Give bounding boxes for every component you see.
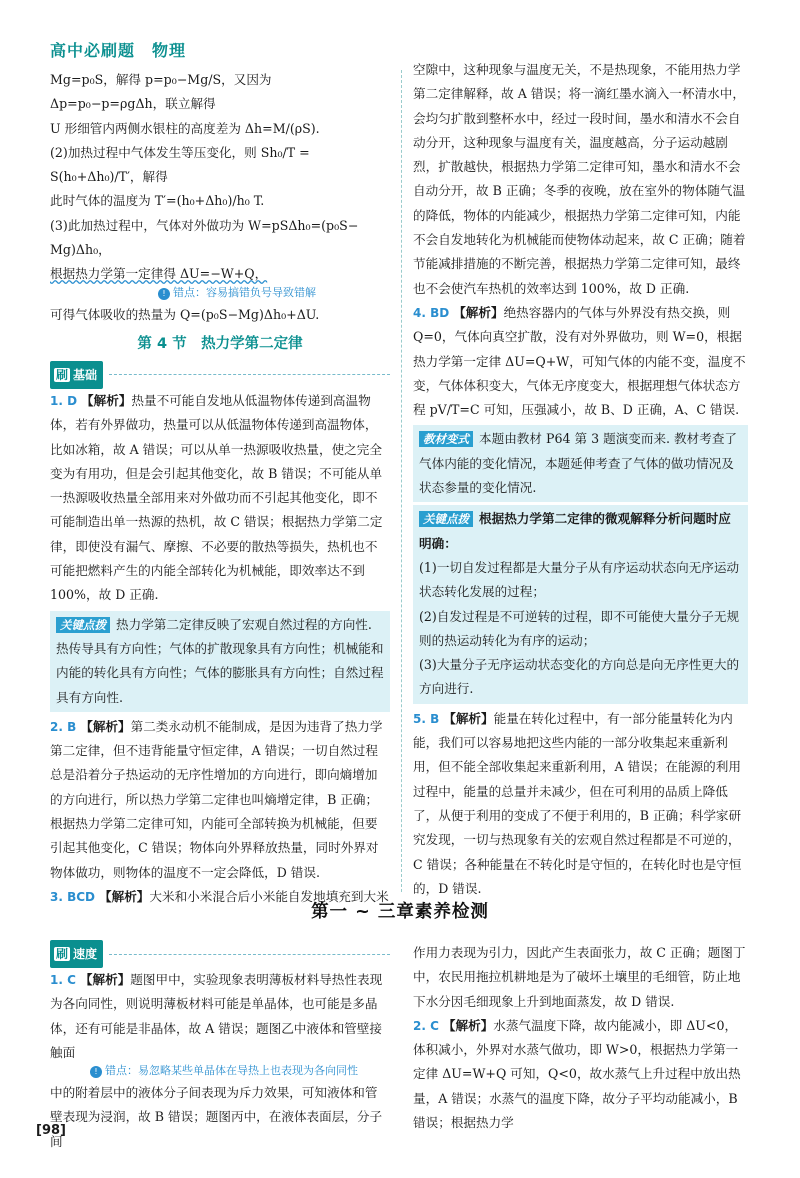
box-head: 根据热力学第二定律的微观解释分析问题时应明确： xyxy=(419,511,731,551)
key-tip-box xyxy=(50,611,390,712)
chapter-title: 第一 ~ 三章素养检测 xyxy=(311,902,489,922)
page-number: [98] xyxy=(36,1123,66,1138)
box-item: (3)大量分子无序运动状态变化的方向总是向无序性更大的方向进行. xyxy=(419,657,740,697)
section-band xyxy=(50,363,390,387)
text-line xyxy=(50,262,390,286)
question-4: 4. BD 【解析】绝热容器内的气体与外界没有热交换，则 Q=0，气体向真空扩散，没有对外界做功，则 W=0，根据热力学第一定律 ΔU=Q+W，可知气体的内能不变，温度不变，气体体积变大，气体无序度变大，根据理想气体状态方程 pV/T=C 可知，压强减小，故 B、D 正确，A、C 错误. xyxy=(413,304,746,418)
question-1: 1. D 【解析】热量不可能自发地从低温物体传递到高温物体，若有外界做功，热量可以从低温物体传递到高温物体，比如冰箱，故 A 错误；可以从单一热源吸收热量，使之完全变为有用功，但是会引起其他变化，故 B 错误；不可能从单一热源吸收热量全部用来对外做功而不引起其他变化，即不可能制造出单一热源的热机，故 C 错误；根据热力学第二定律，即使没有漏气、摩擦、不必要的散热等损失，热机也不可能把燃料产生的内能全部转化为机械能，即效率达不到 100%，故 D 正确. xyxy=(50,392,383,603)
question-2: 2. C 【解析】水蒸气温度下降，故内能减小，即 ΔU<0，体积减小，外界对水蒸气做功，即 W>0，根据热力学第一定律 ΔU=W+Q 可知，Q<0，故水蒸气上升过程中放出热量，A 错误；水蒸气的温度下降，故分子平均动能减小，B 错误；根据热力学 xyxy=(413,1017,741,1131)
text-line: 可得气体吸收的热量为 Q=(p₀S−Mg)Δh₀+ΔU. xyxy=(50,306,320,322)
band-rule xyxy=(109,374,390,375)
box-text: 本题由教材 P64 第 3 题演变而来. 教材考查了气体内能的变化情况，本题延伸考查了气体的做功情况及状态参量的变化情况. xyxy=(419,431,738,496)
section-band xyxy=(50,942,390,966)
warning-note: ! 错点：易忽略某些单晶体在导热上也表现为各向同性 xyxy=(90,1063,390,1079)
box-label: 关键点拨 xyxy=(419,511,473,527)
box-label: 关键点拨 xyxy=(56,617,110,633)
text-line: (2)加热过程中气体发生等压变化，则 Sh₀/T = S(h₀+Δh₀)/T′，解得 xyxy=(50,144,310,185)
warning-icon: ! xyxy=(158,288,170,300)
text-line: Mg=p₀S，解得 p=p₀−Mg/S，又因为 Δp=p₀−p=ρgΔh，联立解得 xyxy=(50,72,272,112)
question-3: 3. BCD 【解析】大米和小米混合后小米能自发地填充到大米 xyxy=(50,888,389,904)
left-column xyxy=(50,68,390,909)
band-tag: 刷 速度 xyxy=(50,940,103,968)
question-1: 1. C 【解析】题图甲中，实验现象表明薄板材料导热性表现为各向同性，则说明薄板材料可能是单晶体，也可能是多晶体，还有可能是非晶体，故 A 错误；题图乙中液体和管壁接触面 xyxy=(50,972,383,1060)
bottom-right-column xyxy=(413,941,748,1135)
box-item: (1)一切自发过程都是大量分子从有序运动状态向无序运动状态转化发展的过程； xyxy=(419,559,740,600)
question-2: 2. B 【解析】第二类永动机不能制成，是因为违背了热力学第二定律，但不违背能量守恒定律，A 错误；一切自然过程总是沿着分子热运动的无序性增加的方向进行，即向熵增加的方向进行，所以热力学第二定律也叫熵增定律，B 正确；根据热力学第二定律可知，内能可全部转换为机械能，但要引起其他变化，C 错误；物体向外界释放热量，同时外界对物体做功，则物体的温度不一定会降低，D 错误. xyxy=(50,718,383,880)
band-tag: 刷 基础 xyxy=(50,361,103,389)
question-5: 5. B 【解析】能量在转化过程中，有一部分能量转化为内能，我们可以容易地把这些内能的一部分收集起来重新利用，但不能全部收集起来重新利用，A 错误；在能源的利用过程中，能量的总量并未减少，但在可利用的品质上降低了，从便于利用的变成了不便于利用的，B 正确；科学家研究发现，一切与热现象有关的宏观自然过程都是不可逆的，C 错误；各种能量在不转化时是守恒的，在转化时也是守恒的，D 错误. xyxy=(413,710,742,896)
question-1-continued: 作用力表现为引力，因此产生表面张力，故 C 正确；题图丁中，农民用拖拉机耕地是为了破坏土壤里的毛细管，防止地下水分因毛细现象上升到地面蒸发，故 D 错误. xyxy=(413,945,746,1009)
text-line: 此时气体的温度为 T′=(h₀+Δh₀)/h₀ T. xyxy=(50,193,265,209)
text-line: U 形细管内两侧水银柱的高度差为 Δh=M/(ρS). xyxy=(50,120,320,136)
underlined-formula: 根据热力学第一定律得 ΔU=−W+Q， xyxy=(50,266,268,282)
band-rule xyxy=(109,954,390,955)
key-tip-box xyxy=(413,505,748,703)
page-header: 高中必刷题 物理 xyxy=(50,41,187,60)
column-divider xyxy=(401,70,402,892)
question-3-continued: 空隙中，这种现象与温度无关，不是热现象，不能用热力学第二定律解释，故 A 错误；将一滴红墨水滴入一杯清水中，会均匀扩散到整杯水中，经过一段时间，墨水和清水不会自动分开，这种现象与温度有关，温度越高，分子运动越剧烈，扩散越快，根据热力学第二定律可知，墨水和清水不会自动分开，故 B 正确；冬季的夜晚，放在室外的物体随气温的降低，物体的内能减少，根据热力学第二定律可知，内能不会自发地转化为机械能而使物体动起来，故 C 正确；随着节能减排措施的不断完善，根据热力学第二定律可知，最终也不会使汽车热机的效率达到 100%，故 D 正确. xyxy=(413,62,746,296)
warning-note: ! 错点：容易搞错负号导致错解 xyxy=(158,285,390,301)
textbook-variant-box xyxy=(413,425,748,502)
text-line: Mg)Δh₀， xyxy=(50,242,111,258)
box-label: 教材变式 xyxy=(419,431,473,447)
box-text: 热力学第二定律反映了宏观自然过程的方向性. 热传导具有方向性；气体的扩散现象具有方向性；机械能和内能的转化具有方向性；气体的膨胀具有方向性；自然过程具有方向性. xyxy=(56,616,384,705)
bottom-left-column xyxy=(50,938,390,1154)
box-item: (2)自发过程是不可逆转的过程，即不可能使大量分子无规则的热运动转化为有序的运动； xyxy=(419,608,740,648)
right-column xyxy=(413,58,748,901)
text-line: (3)此加热过程中，气体对外做功为 W=pSΔh₀=(p₀S− xyxy=(50,217,359,233)
section-title: 第 4 节 热力学第二定律 xyxy=(137,335,303,352)
warning-icon: ! xyxy=(90,1066,102,1078)
text-line: 中的附着层中的液体分子间表现为斥力效果，可知液体和管壁表现为浸润，故 B 错误；题图丙中，在液体表面层，分子间 xyxy=(50,1085,383,1149)
